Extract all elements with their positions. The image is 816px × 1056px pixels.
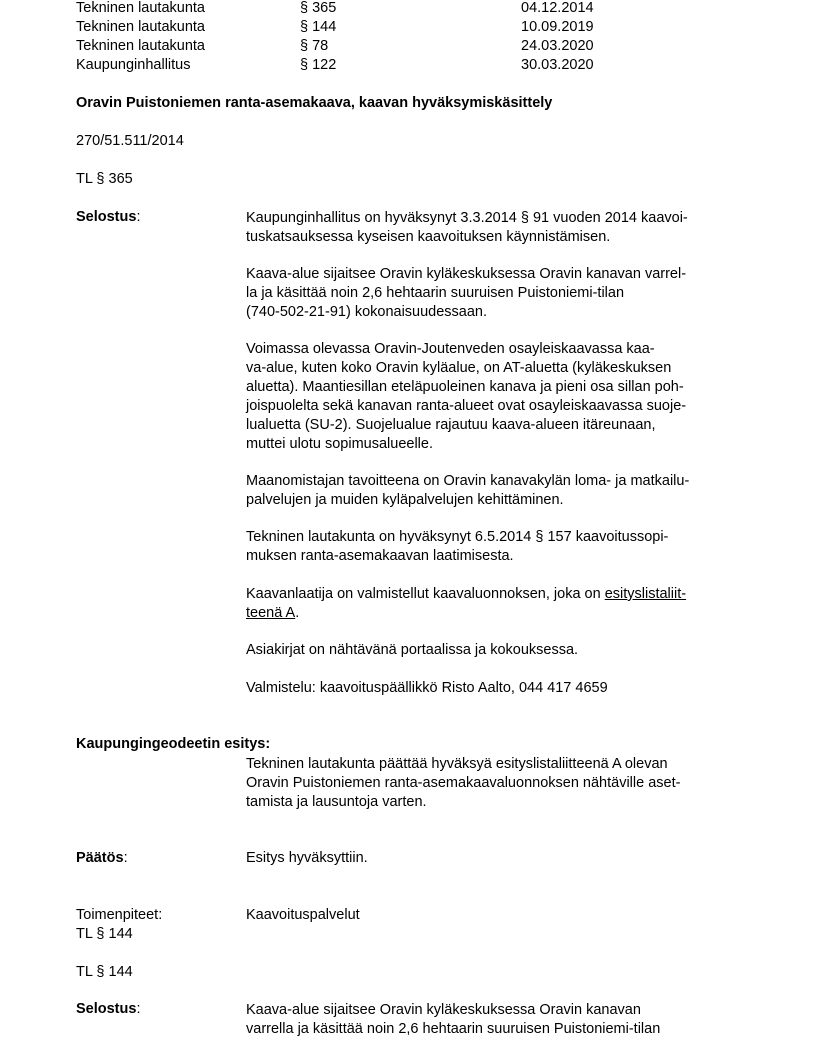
proposal-label: Kaupungingeodeetin esitys: [76, 736, 271, 752]
selostus-label: Selostus [76, 1001, 137, 1017]
text-line: Voimassa olevassa Oravin-Joutenveden osayleiskaavassa kaa- [246, 341, 655, 357]
text-line: la ja käsittää noin 2,6 hehtaarin suuruisen Puistoniemi-tilan [246, 285, 625, 301]
attachment-link[interactable]: esityslistaliit- [604, 586, 687, 602]
selostus-paragraph [246, 209, 746, 247]
text-line: muksen ranta-asemakaavan laatimisesta. [246, 548, 514, 564]
attachment-text: Kaavanlaatija on valmistellut kaavaluonnoksen, joka on [246, 586, 605, 602]
history-section: § 144 [300, 19, 337, 35]
text-line: (740-502-21-91) kokonaisuudessaan. [246, 304, 488, 320]
text-line: tuskatsauksessa kyseisen kaavoituksen käynnistämisen. [246, 229, 611, 245]
selostus-paragraph [246, 1001, 746, 1039]
history-date: 30.03.2020 [521, 57, 594, 73]
preparer-note [246, 679, 746, 698]
meeting-reference: TL § 365 [76, 171, 133, 187]
text-line: aluetta). Maantiesillan eteläpuoleinen kanava ja pieni osa sillan poh- [246, 379, 684, 395]
history-section: § 122 [300, 57, 337, 73]
text-line: Valmistelu: kaavoituspäällikkö Risto Aalto, 044 417 4659 [246, 680, 608, 696]
text-line: varrella ja käsittää noin 2,6 hehtaarin suuruisen Puistoniemi-tilan [246, 1021, 661, 1037]
text-line: Tekninen lautakunta päättää hyväksyä esityslistaliitteenä A olevan [246, 756, 668, 772]
measures-label: Toimenpiteet: [76, 907, 163, 923]
text-line: Asiakirjat on nähtävänä portaalissa ja kokouksessa. [246, 642, 579, 658]
attachment-text: . [295, 605, 300, 621]
proposal-text [246, 755, 746, 812]
history-body: Tekninen lautakunta [76, 0, 205, 16]
selostus-paragraph [246, 472, 746, 510]
meeting-reference: TL § 144 [76, 926, 133, 942]
text-line: Kaupunginhallitus on hyväksynyt 3.3.2014 § 91 vuoden 2014 kaavoi- [246, 210, 688, 226]
text-line: Oravin Puistoniemen ranta-asemakaavaluonnoksen nähtäville aset- [246, 775, 681, 791]
selostus-heading [76, 1001, 140, 1017]
selostus-paragraph [246, 265, 746, 322]
history-date: 04.12.2014 [521, 0, 594, 16]
selostus-colon: : [136, 209, 141, 225]
selostus-heading [76, 209, 140, 225]
attachment-paragraph [246, 585, 746, 623]
selostus-label: Selostus [76, 209, 137, 225]
text-line: tamista ja lausuntoja varten. [246, 794, 427, 810]
text-line [246, 585, 746, 604]
agenda-title: Oravin Puistoniemen ranta-asemakaava, kaavan hyväksymiskäsittely [76, 95, 553, 111]
selostus-paragraph [246, 340, 746, 454]
selostus-colon: : [136, 1001, 141, 1017]
decision-text: Esitys hyväksyttiin. [246, 850, 368, 866]
text-line: lualuetta (SU-2). Suojelualue rajautuu kaava-alueen itäreunaan, [246, 417, 656, 433]
text-line: Maanomistajan tavoitteena on Oravin kanavakylän loma- ja matkailu- [246, 473, 690, 489]
meeting-reference: TL § 144 [76, 964, 133, 980]
decision-heading [76, 850, 128, 866]
history-body: Kaupunginhallitus [76, 57, 191, 73]
text-line: Kaava-alue sijaitsee Oravin kyläkeskuksessa Oravin kanavan [246, 1002, 641, 1018]
text-line: joispuolelta sekä kanavan ranta-alueet ovat osayleiskaavassa suoje- [246, 398, 687, 414]
history-body: Tekninen lautakunta [76, 38, 205, 54]
decision-colon: : [123, 850, 128, 866]
attachment-link[interactable]: teenä A [246, 605, 296, 621]
history-section: § 78 [300, 38, 329, 54]
history-section: § 365 [300, 0, 337, 16]
text-line: palvelujen ja muiden kyläpalvelujen kehittäminen. [246, 492, 564, 508]
measures-value: Kaavoituspalvelut [246, 907, 360, 923]
text-line: Kaava-alue sijaitsee Oravin kyläkeskuksessa Oravin kanavan varrel- [246, 266, 687, 282]
history-body: Tekninen lautakunta [76, 19, 205, 35]
text-line: va-alue, kuten koko Oravin kyläalue, on AT-aluetta (kyläkeskuksen [246, 360, 672, 376]
text-line: muttei ulotu sopimusalueelle. [246, 436, 433, 452]
text-line: Tekninen lautakunta on hyväksynyt 6.5.2014 § 157 kaavoitussopi- [246, 529, 669, 545]
decision-label: Päätös [76, 850, 124, 866]
text-line [246, 604, 746, 623]
diary-number: 270/51.511/2014 [76, 133, 184, 149]
history-date: 24.03.2020 [521, 38, 594, 54]
history-date: 10.09.2019 [521, 19, 594, 35]
selostus-paragraph [246, 528, 746, 566]
documents-note [246, 641, 746, 660]
